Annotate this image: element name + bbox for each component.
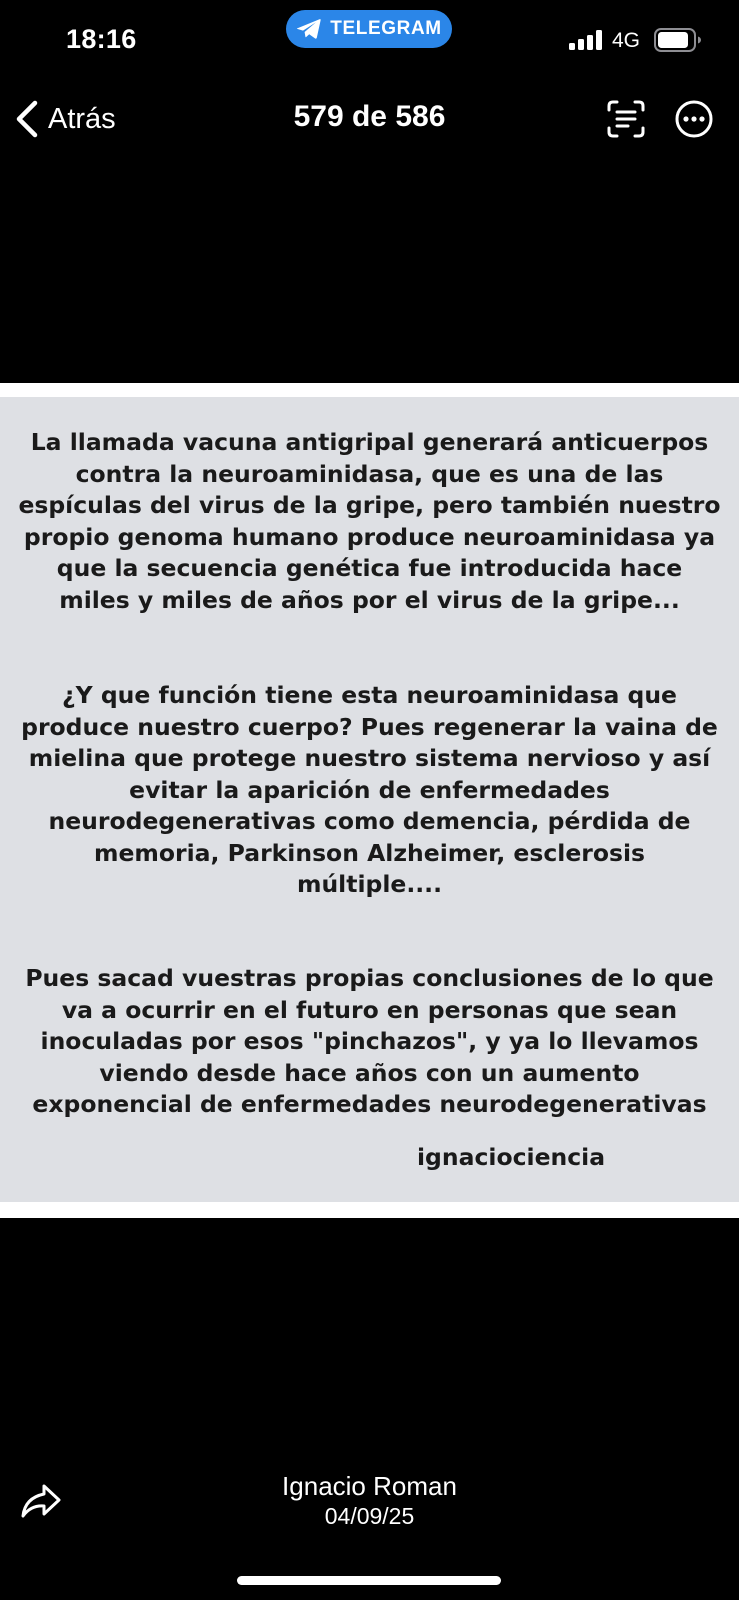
text-scan-icon[interactable]	[606, 99, 646, 139]
image-text-panel	[0, 397, 739, 1202]
media-image[interactable]	[0, 383, 739, 1218]
image-paragraph-3: Pues sacad vuestras propias conclusiones de lo que va a ocurrir en el futuro en personas que sean inoculadas por esos "pinchazos", y ya lo llevamos viendo desde hace años con un aumento exponencial de enfermedades neurodegenerativas	[25, 964, 714, 1118]
status-time: 18:16	[66, 24, 137, 54]
cellular-signal-icon	[569, 30, 603, 50]
home-indicator[interactable]	[237, 1576, 501, 1585]
sender-name: Ignacio Roman	[282, 1471, 457, 1501]
image-signature: ignaciociencia	[417, 1143, 606, 1171]
image-paragraph-1: La llamada vacuna antigripal generará anticuerpos contra la neuroaminidasa, que es una de las espículas del virus de la gripe, pero también nuestro propio genoma humano produce neuroaminidasa ya que la secuencia genética fue introducida hace miles y miles de años por el virus de la gripe...	[18, 428, 721, 614]
back-label: Atrás	[48, 102, 116, 135]
battery-icon	[654, 28, 702, 52]
status-bar	[0, 0, 739, 80]
sender-info	[0, 1470, 739, 1530]
image-paragraph-2: ¿Y que función tiene esta neuroaminidasa que produce nuestro cuerpo? Pues regenerar la vaina de mielina que protege nuestro sistema nervioso y así evitar la aparición de enfermedades neurodegenerativas como demencia, pérdida de memoria, Parkinson Alzheimer, esclerosis múltiple....	[21, 681, 718, 898]
back-to-telegram-pill[interactable]	[286, 10, 452, 48]
telegram-label: TELEGRAM	[330, 18, 442, 39]
page-counter-title: 579 de 586	[293, 100, 446, 133]
telegram-icon	[296, 18, 322, 40]
network-type: 4G	[612, 29, 641, 52]
more-options-icon[interactable]	[674, 99, 714, 139]
message-date: 04/09/25	[324, 1503, 415, 1529]
